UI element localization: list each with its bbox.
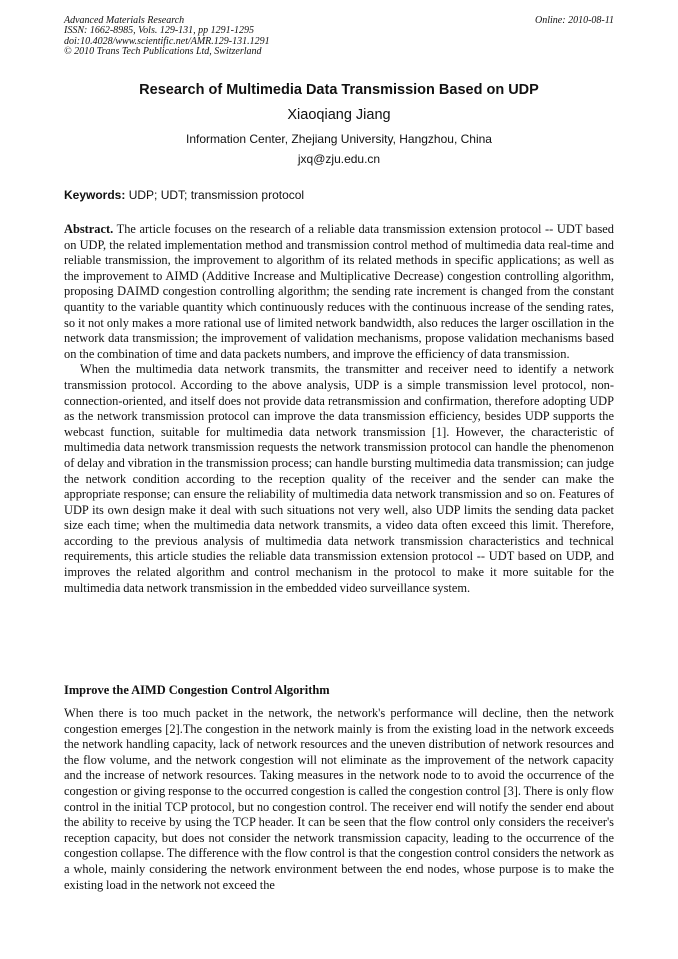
keywords-line — [64, 186, 304, 204]
author-name: Xiaoqiang Jiang — [287, 107, 391, 123]
author-affiliation: Information Center, Zhejiang University, Hangzhou, China — [186, 132, 492, 146]
intro-paragraph: When the multimedia data network transmits, the transmitter and receiver need to identify a network transmission protocol. According to the above analysis, UDP is a simple transmission level protocol, non-connection-oriented, and itself does not provide data retransmission and confirmation, therefore adopting UDP as the network transmission protocol can improve the data transmission efficiency, besides UDP supports the webcast function, suitable for multimedia data network transmission [1]. However, the characteristic of multimedia data network transmission requests the network transmission protocol can handle the phenomenon of delay and vibration in the transmission process; can handle bursting multimedia data transmission; can judge the network condition according to the reception quality of the receiver and the sender can make the appropriate response; can ensure the reliability of multimedia data network transmission and so on. Features of UDP its own design make it deal with such situations not very well, also UDP limits the sending data packet size each time; when the multimedia data network transmits, a video data often exceed this limit. Therefore, according to the previous analysis of multimedia data network transmission characteristics and technical requirements, this article studies the reliable data transmission extension protocol -- UDT based on UDP, and improves the related algorithm and control mechanism in the protocol to make it more suitable for the multimedia data network transmission in the embedded video surveillance system. — [64, 362, 614, 595]
abstract-block — [64, 222, 614, 596]
journal-metadata — [64, 16, 270, 57]
section-body — [64, 706, 614, 893]
abstract-paragraph — [64, 222, 614, 362]
abstract-text: The article focuses on the research of a reliable data transmission extension protocol -- UDT based on UDP, the related implementation method and transmission control method of multimedia data real-time and reliable transmission, the improvement to algorithm of its related methods in specific applications; as well as the improvement to AIMD (Additive Increase and Multiplicative Decrease) congestion controlling algorithm, proposing DAIMD congestion controlling algorithm; the sending rate increment is changed from the constant quantity to the variable quantity which continuously reduces with the continuous increase of the sending rates, so it not only makes a more rational use of limited network bandwidth, also reduces the larger oscillation in the network data transmission; the improvement of validation mechanisms, propose validation mechanisms based on the combination of time and data packets numbers, and improve the efficiency of data transmission. — [64, 222, 615, 361]
author-email: jxq@zju.edu.cn — [297, 152, 381, 166]
section-heading: Improve the AIMD Congestion Control Algorithm — [64, 683, 330, 697]
section-paragraph: When there is too much packet in the network, the network's performance will decline, then the network congestion emerges [2].The congestion in the network mainly is from the existing load in the network exceeds the network handling capacity, lack of network resources and the uneven distribution of network resources and the flow volume, and the network congestion will not eliminate as the improvement of the network capacity and the increase of network resources. Taking measures in the network node to to avoid the occurrence of the congestion or giving response to the occurred congestion is called the congestion control [3]. There is only flow control in the initial TCP protocol, but no congestion control. The receiver end will notify the sender end about the ability to receive by using the TCP header. It can be seen that the flow control only considers the receiver's reception capacity, but does not consider the network transmission capacity, leading to the occurrence of the congestion collapse. The difference with the flow control is that the congestion control considers the network as a whole, mainly considering the network environment between the end nodes, whose purpose is to make the existing load in the network not exceed the — [64, 706, 614, 892]
issn-line: ISSN: 1662-8985, Vols. 129-131, pp 1291-1295 — [64, 25, 254, 37]
keywords-text: UDP; UDT; transmission protocol — [128, 188, 305, 202]
keywords-label: Keywords: — [64, 188, 126, 202]
copyright-line: © 2010 Trans Tech Publications Ltd, Switzerland — [64, 45, 262, 57]
paper-title: Research of Multimedia Data Transmission Based on UDP — [139, 82, 539, 98]
abstract-label: Abstract. — [64, 222, 114, 236]
doi-line: doi:10.4028/www.scientific.net/AMR.129-131.1291 — [64, 35, 270, 47]
journal-name: Advanced Materials Research — [64, 15, 185, 26]
online-date: Online: 2010-08-11 — [535, 15, 614, 26]
